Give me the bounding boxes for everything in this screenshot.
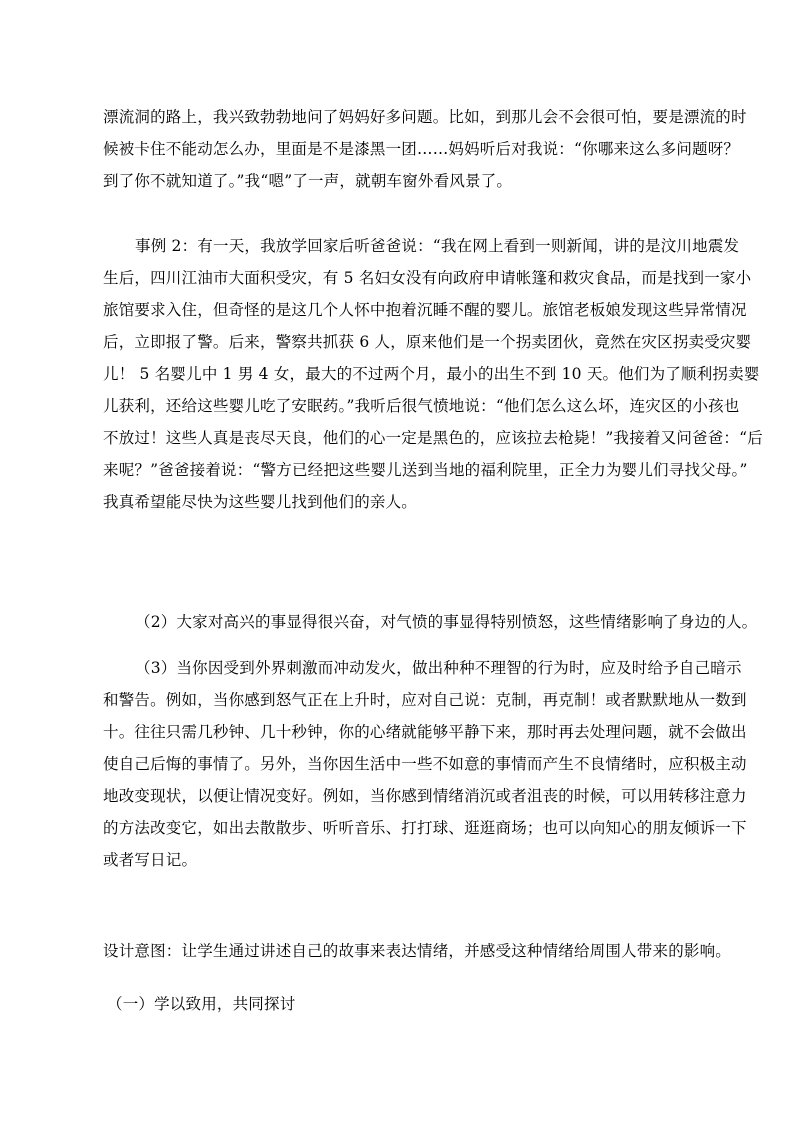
- text-line: 生后，四川江油市大面积受灾，有 5 名妇女没有向政府申请帐篷和救灾食品，而是找到一家小: [103, 269, 752, 287]
- text-line: 设计意图：让学生通过讲述自己的故事来表达情绪，并感受这种情绪给周围人带来的影响。: [103, 942, 732, 960]
- paragraph-point-3: [103, 652, 747, 876]
- text-line: 到了你不就知道了。”我“嗯”了一声，就朝车窗外看风景了。: [103, 172, 513, 190]
- text-line: 不放过！这些人真是丧尽天良，他们的心一定是黑色的，应该拉去枪毙！”我接着又问爸爸：“后: [103, 429, 763, 447]
- text-line: （一）学以致用，共同探讨: [107, 995, 296, 1013]
- text-line: 地改变现状，以便让情况变好。例如，当你感到情绪消沉或者沮丧的时候，可以用转移注意力: [103, 787, 747, 805]
- paragraph-point-2: [135, 606, 758, 638]
- text-line: 旅馆要求入住，但奇怪的是这几个人怀中抱着沉睡不醒的婴儿。旅馆老板娘发现这些异常情况: [103, 301, 747, 319]
- text-line: （3）当你因受到外界刺激而冲动发火，做出种种不理智的行为时，应及时给予自己暗示: [135, 659, 742, 677]
- text-line: 十。往往只需几秒钟、几十秒钟，你的心绪就能够平静下来，那时再去处理问题，就不会做出: [103, 723, 747, 741]
- paragraph-story-1-end: [103, 101, 747, 197]
- text-line: 或者写日记。: [103, 851, 198, 869]
- text-line: 候被卡住不能动怎么办，里面是不是漆黑一团……妈妈听后对我说：“你哪来这么多问题呀？: [103, 140, 740, 158]
- text-line: 的方法改变它，如出去散散步、听听音乐、打打球、逛逛商场；也可以向知心的朋友倾诉一下: [103, 819, 747, 837]
- text-line: 我真希望能尽快为这些婴儿找到他们的亲人。: [103, 493, 418, 511]
- text-line: 事例 2：有一天，我放学回家后听爸爸说：“我在网上看到一则新闻，讲的是汶川地震发: [135, 237, 740, 255]
- text-line: 和警告。例如，当你感到怒气正在上升时，应对自己说：克制，再克制！或者默默地从一数到: [103, 691, 747, 709]
- text-line: 儿获利，还给这些婴儿吃了安眠药。”我听后很气愤地说：“他们怎么这么坏，连灾区的小孩也: [103, 397, 740, 415]
- text-line: 使自己后悔的事情了。另外，当你因生活中一些不如意的事情而产生不良情绪时，应积极主动: [103, 755, 747, 773]
- text-line: 儿！ 5 名婴儿中 1 男 4 女，最大的不过两个月，最小的出生不到 10 天。他们为了顺利拐卖婴: [103, 365, 760, 383]
- text-line: 漂流洞的路上，我兴致勃勃地问了妈妈好多问题。比如，到那儿会不会很可怕，要是漂流的时: [103, 108, 747, 126]
- paragraph-example-2: [103, 230, 763, 518]
- paragraph-design-intent: [103, 935, 732, 967]
- section-heading: [103, 988, 695, 1020]
- text-line: （2）大家对高兴的事显得很兴奋，对气愤的事显得特别愤怒，这些情绪影响了身边的人。: [135, 613, 758, 631]
- text-line: 来呢？”爸爸接着说：“警方已经把这些婴儿送到当地的福利院里，正全力为婴儿们寻找父母。”: [103, 461, 748, 479]
- text-line: 后，立即报了警。后来，警察共抓获 6 人，原来他们是一个拐卖团伙，竟然在灾区拐卖受灾婴: [103, 333, 752, 351]
